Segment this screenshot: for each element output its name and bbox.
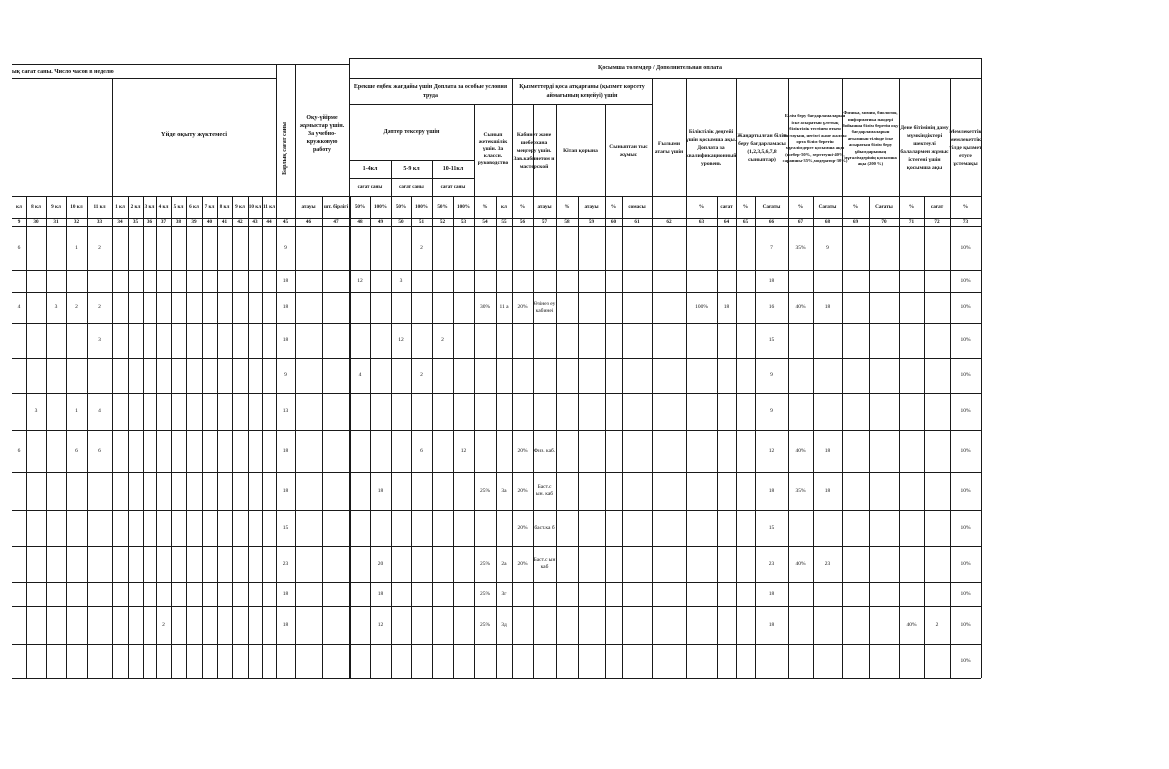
label-q_pct: % bbox=[698, 204, 705, 210]
cell-up: 9 bbox=[770, 372, 773, 378]
cell-up: 12 bbox=[768, 447, 775, 454]
col-number: 69 bbox=[852, 218, 859, 225]
col-number: 40 bbox=[206, 218, 213, 225]
cell-up: 18 bbox=[768, 487, 775, 494]
cell-sag: 18 bbox=[824, 447, 831, 454]
label-c53: 100% bbox=[457, 204, 470, 210]
cell-ct_kl: 3а bbox=[501, 487, 507, 494]
cell-c51: 2 bbox=[420, 372, 423, 378]
col-number: 36 bbox=[146, 218, 153, 225]
col-number: 68 bbox=[824, 218, 831, 225]
cell-c10: 6 bbox=[75, 447, 78, 454]
label-c52: 50% bbox=[437, 204, 448, 210]
cell-qual_h: 18 bbox=[723, 304, 730, 310]
top-border-left bbox=[12, 64, 349, 65]
physics-programs-title: Физика, химия, биология, информатика пәндері бойынша білім беретін оқу бағдарламаларын ағылшын тілінде іске асыратын білім беру ұйымдарының мұғалімдерінің қосымша ақы (200 %) bbox=[842, 110, 899, 167]
qualification-title: Біліктілік деңгейі үшін қосымша ақы. Доплата за квалификационный уровень bbox=[685, 129, 737, 167]
cell-total: 18 bbox=[282, 277, 289, 284]
cell-c49: 18 bbox=[377, 487, 384, 494]
cell-c49: 12 bbox=[377, 621, 384, 628]
cell-st: 10% bbox=[960, 590, 971, 597]
label-pe_pct: % bbox=[908, 204, 915, 210]
label-e_pct: % bbox=[797, 204, 804, 210]
cell-c50b: 2 bbox=[420, 244, 423, 251]
cell-cab_pct: 20% bbox=[517, 524, 528, 531]
cell-c11: 6 bbox=[98, 447, 101, 454]
label-st: % bbox=[962, 204, 969, 210]
cell-up: 18 bbox=[768, 590, 775, 597]
grades-5-9: 5-9 кл bbox=[403, 165, 420, 172]
cell-cab: Физ. каб. bbox=[533, 447, 556, 454]
cell-ct_kl: 11 а bbox=[499, 304, 509, 310]
label-cab: атауы bbox=[537, 204, 552, 210]
cell-pe_h: 2 bbox=[935, 621, 939, 628]
col-number: 44 bbox=[266, 218, 272, 225]
col-number: 42 bbox=[237, 218, 243, 225]
cell-c48: 12 bbox=[357, 277, 363, 284]
copybooks-title: Дәптер тексеру үшін bbox=[383, 128, 440, 135]
col-number: 38 bbox=[175, 218, 182, 225]
pe-teachers-title: Дене бітімінің даму мүмкіндіктері шектеулі балалармен жұмыс істегені үшін қосымша ақы bbox=[900, 125, 949, 171]
cell-total: 15 bbox=[282, 524, 289, 531]
cell-up: 23 bbox=[768, 560, 775, 567]
label-ct_pct: % bbox=[482, 204, 488, 210]
label-c11: 11 кл bbox=[93, 204, 106, 210]
col-number: 66 bbox=[768, 218, 775, 225]
cell-st: 10% bbox=[960, 560, 971, 567]
col-number: 33 bbox=[96, 218, 103, 225]
cell-total: 18 bbox=[282, 447, 289, 454]
col-number: 72 bbox=[934, 218, 940, 225]
label-c49: 100% bbox=[374, 204, 387, 210]
science-title: Ғылыми атағы үшін bbox=[654, 141, 684, 155]
label-c8: 8 кл bbox=[31, 204, 41, 210]
cell-c11: 3 bbox=[98, 337, 101, 343]
hours-count-2: сағат саны bbox=[399, 184, 424, 190]
cell-c10: 2 bbox=[75, 304, 78, 310]
label-sht: шт. бірлігі bbox=[323, 204, 349, 210]
cell-st: 10% bbox=[960, 524, 971, 531]
col-number: 59 bbox=[588, 218, 595, 225]
col-number: 52 bbox=[439, 218, 446, 225]
cell-st: 10% bbox=[960, 408, 971, 414]
cell-sag: 9 bbox=[826, 244, 829, 251]
cell-c8: 3 bbox=[34, 408, 38, 414]
label-d8: 8 кл bbox=[219, 204, 230, 210]
cell-c_left: 4 bbox=[17, 304, 21, 310]
col-number: 62 bbox=[666, 218, 672, 225]
col-number: 57 bbox=[541, 218, 548, 225]
label-lib_a: % bbox=[564, 204, 570, 210]
hours-title: ық сағат саны. Число часов в неделю bbox=[12, 69, 114, 75]
hours-count-1: сағат саны bbox=[357, 184, 383, 190]
cell-st: 10% bbox=[960, 621, 971, 628]
cell-st: 10% bbox=[960, 277, 971, 284]
cell-ct_kl: 3д bbox=[501, 621, 507, 628]
cell-st: 10% bbox=[960, 657, 971, 664]
col-number: 58 bbox=[564, 218, 570, 225]
extracurricular-title: Оқу-үйірме жұмыстар үшін. За учебно-кружковую работу bbox=[299, 115, 345, 153]
label-c48: 50% bbox=[354, 204, 366, 210]
updated-programs-title: Жаңартылған білім беру бағдарламасы (1,2,3,5,6,7,8 сыныптар) bbox=[737, 133, 787, 163]
row-line bbox=[12, 358, 981, 359]
top-border-right bbox=[349, 58, 981, 59]
label-kl: кл bbox=[16, 204, 22, 210]
cell-total: 18 bbox=[282, 304, 289, 310]
cell-c49: 18 bbox=[377, 590, 384, 597]
col-number: 34 bbox=[117, 218, 123, 225]
row-line bbox=[12, 270, 981, 271]
label-d3: 3 кл bbox=[144, 204, 155, 210]
row-line bbox=[12, 510, 981, 511]
col-number: 48 bbox=[357, 218, 363, 225]
cell-qual_pct: 100% bbox=[695, 304, 708, 310]
label-pe_h: сағат bbox=[930, 204, 944, 210]
label-u_h: Сағаты bbox=[762, 204, 781, 210]
cell-cab_pct: 20% bbox=[517, 304, 528, 310]
hours-count-3: сағат саны bbox=[440, 184, 466, 190]
col-number: 49 bbox=[377, 218, 384, 225]
cell-c11: 2 bbox=[98, 244, 101, 251]
col-number: 67 bbox=[797, 218, 804, 225]
extra-pay-title: Қосымша төлемдер / Дополнительная оплата bbox=[598, 64, 722, 71]
col-number: 56 bbox=[519, 218, 526, 225]
cabinet-title: Кабинет және шеберхана меңгеру үшін. Зав.кабинетом и мастерской bbox=[513, 132, 555, 170]
label-d2: 2 кл bbox=[130, 204, 141, 210]
label-atauy: атауы bbox=[301, 204, 316, 210]
cell-c50: 3 bbox=[399, 277, 403, 284]
cell-total: 18 bbox=[282, 487, 289, 494]
row-line bbox=[12, 393, 981, 394]
label-d6: 6 кл bbox=[189, 204, 199, 210]
col-number: 46 bbox=[305, 218, 312, 225]
cell-total: 18 bbox=[282, 337, 289, 343]
col-number: 61 bbox=[634, 218, 640, 225]
cell-pct: 40% bbox=[795, 560, 806, 567]
col-number: 31 bbox=[53, 218, 59, 225]
col-number: 9 bbox=[17, 218, 21, 225]
label-c9: 9 кл bbox=[51, 204, 61, 210]
cell-up: 18 bbox=[768, 621, 775, 628]
label-q_h: сағат bbox=[720, 204, 733, 210]
col-number: 71 bbox=[908, 218, 915, 225]
label-d5: 5 кл bbox=[173, 204, 184, 210]
extra-class-title: Сыныптан тыс жұмыс bbox=[609, 144, 648, 158]
cell-pct: 35% bbox=[795, 487, 806, 494]
col-number: 30 bbox=[33, 218, 39, 225]
cell-cab_pct: 20% bbox=[517, 487, 528, 494]
cell-cab: Баст.с ын. каб bbox=[535, 484, 554, 497]
cell-d4: 2 bbox=[162, 621, 165, 628]
col-number: 60 bbox=[610, 218, 617, 225]
cell-pct: 35% bbox=[795, 244, 806, 251]
row-line bbox=[12, 644, 981, 645]
cell-st: 10% bbox=[960, 447, 971, 454]
home-load-title: Үйде оқыту жүктемесі bbox=[160, 130, 228, 138]
col-number: 53 bbox=[460, 218, 467, 225]
cell-total: 23 bbox=[282, 560, 289, 567]
row-line bbox=[12, 678, 981, 679]
cell-cab: баст.ка б bbox=[534, 524, 555, 531]
cell-c51: 6 bbox=[420, 447, 423, 454]
col-number: 73 bbox=[962, 218, 969, 225]
cell-c10: 1 bbox=[75, 408, 78, 414]
label-c10: 10 кл bbox=[70, 204, 83, 210]
cell-st: 10% bbox=[960, 244, 971, 251]
cell-c48: 4 bbox=[358, 372, 362, 378]
cell-up: 15 bbox=[768, 524, 775, 531]
col-number: 70 bbox=[881, 218, 887, 225]
cell-total: 18 bbox=[282, 621, 289, 628]
cell-c53: 12 bbox=[460, 447, 467, 454]
cell-cab: Баст.с ын каб bbox=[533, 557, 556, 570]
cell-ct_pct: 30% bbox=[479, 304, 491, 310]
col-number: 63 bbox=[698, 218, 705, 225]
label-lib_b: атауы bbox=[584, 204, 599, 210]
cell-up: 9 bbox=[770, 408, 773, 414]
label-cab_pct: % bbox=[519, 204, 526, 210]
cell-c50: 12 bbox=[398, 337, 404, 343]
label-u_pct: % bbox=[742, 204, 749, 210]
label-c50: 50% bbox=[395, 204, 407, 210]
label-ex_a: % bbox=[610, 204, 617, 210]
cell-up: 18 bbox=[768, 277, 775, 284]
cell-up: 15 bbox=[768, 337, 775, 343]
col-number: 32 bbox=[73, 218, 80, 225]
cell-ct_kl: 2а bbox=[501, 560, 507, 567]
grades-1-4: 1-4кл bbox=[362, 165, 378, 172]
extra-pay-title-line bbox=[349, 78, 981, 79]
col-number: 35 bbox=[132, 218, 139, 225]
col-number: 39 bbox=[191, 218, 197, 225]
cell-c10: 1 bbox=[75, 244, 78, 251]
col-number: 43 bbox=[252, 218, 258, 225]
label-d10: 10 кл bbox=[248, 204, 262, 210]
cell-c49: 20 bbox=[377, 560, 384, 567]
col-number: 41 bbox=[221, 218, 228, 225]
label-d9: 9 кл bbox=[235, 204, 245, 210]
cell-pe_pct: 40% bbox=[906, 621, 917, 628]
label-p_pct: % bbox=[852, 204, 859, 210]
cell-total: 9 bbox=[284, 372, 287, 378]
col-number: 50 bbox=[398, 218, 404, 225]
total-hours-title: Барлық сағат саны bbox=[282, 121, 289, 175]
cell-st: 10% bbox=[960, 487, 971, 494]
cell-c11: 4 bbox=[98, 408, 101, 414]
cell-ct_pct: 25% bbox=[479, 590, 491, 597]
hard-conditions-title: Ерекше еңбек жағдайы үшін Доплата за особые условия труда bbox=[353, 84, 508, 99]
col-number: 37 bbox=[160, 218, 167, 225]
label-ex_b: сомасы bbox=[628, 204, 646, 210]
state-language-title: Мемлекеттік мемлекеттік тілде қызмет етуге ұстемақы bbox=[949, 129, 982, 167]
label-ct_kl: кл bbox=[501, 204, 507, 210]
col-number: 65 bbox=[742, 218, 749, 225]
class-teacher-title: Сынып жетекшілік үшін. За классн. руководство bbox=[477, 131, 509, 166]
col-number: 54 bbox=[482, 218, 488, 225]
cell-ct_kl: 3г bbox=[501, 590, 507, 597]
cell-c_left: 6 bbox=[17, 244, 21, 251]
duties-title: Қызметтерді қоса атқарғаны (қызмет көрсету аймағының кеңейуі) үшін bbox=[519, 84, 645, 99]
col-number: 45 bbox=[282, 218, 289, 225]
title-row-line bbox=[12, 78, 276, 79]
cell-st: 10% bbox=[960, 337, 971, 343]
cell-pct: 40% bbox=[795, 447, 806, 454]
label-e_h: Сағаты bbox=[818, 204, 837, 210]
cell-ct_pct: 25% bbox=[479, 487, 491, 494]
grades-10-11: 10-11кл bbox=[442, 165, 464, 172]
col-number: 64 bbox=[723, 218, 730, 225]
english-programs-title: Білім беру бағдарламаларын іске асыратын ұлттық біліктілік тестінен өткен бастауыш, негізгі және жалпы орта білім беретін мұғалімдерге қосымша ақы (шебер-50%, зерттеуші-40%, сарапшы-35%,модератор-30%) bbox=[782, 113, 848, 164]
cell-sag: 18 bbox=[824, 487, 831, 494]
label-d11: 11 кл bbox=[262, 204, 276, 210]
col-number: 51 bbox=[418, 218, 425, 225]
row-line bbox=[12, 323, 981, 324]
cell-st: 10% bbox=[960, 372, 971, 378]
cell-cab: Өзінез еу кабинеі bbox=[533, 300, 556, 314]
label-d4: 4 кл bbox=[158, 204, 169, 210]
cell-total: 13 bbox=[282, 408, 289, 414]
cell-st: 10% bbox=[960, 304, 971, 310]
cell-cab_pct: 20% bbox=[517, 560, 528, 567]
cell-c52: 2 bbox=[441, 337, 444, 343]
library-title: Кітап қорына bbox=[563, 147, 598, 154]
label-d1: 1 кл bbox=[115, 204, 125, 210]
label-d7: 7 кл bbox=[204, 204, 215, 210]
col-number: 47 bbox=[333, 218, 339, 225]
cell-c_left: 6 bbox=[17, 447, 21, 454]
label-p_h: Сағаты bbox=[875, 204, 893, 210]
cell-c11: 2 bbox=[98, 304, 101, 310]
cell-ct_pct: 25% bbox=[479, 560, 491, 567]
cell-ct_pct: 25% bbox=[479, 621, 491, 628]
cell-pct: 40% bbox=[795, 304, 806, 310]
cell-up: 7 bbox=[770, 244, 773, 251]
cell-up: 16 bbox=[768, 304, 775, 310]
label-c51: 100% bbox=[415, 204, 428, 210]
cell-sag: 23 bbox=[824, 560, 831, 567]
cell-total: 18 bbox=[282, 590, 289, 597]
cell-c9: 3 bbox=[54, 304, 58, 310]
cell-sag: 18 bbox=[824, 304, 831, 310]
col-number: 55 bbox=[501, 218, 507, 225]
cell-cab_pct: 20% bbox=[517, 447, 528, 454]
cell-total: 9 bbox=[284, 244, 287, 251]
